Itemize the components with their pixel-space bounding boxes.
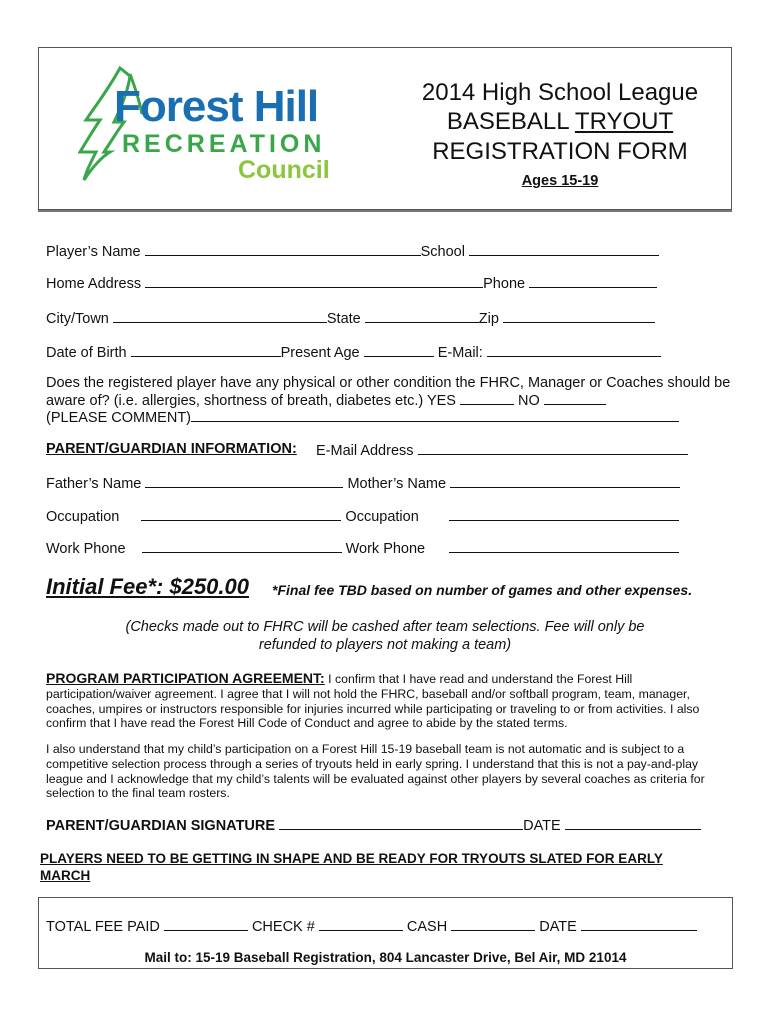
state-field[interactable]: [365, 309, 479, 323]
school-field[interactable]: [469, 242, 659, 256]
logo-council: Council: [238, 156, 330, 184]
mother-occupation-field[interactable]: [449, 507, 679, 521]
parent-info-heading: PARENT/GUARDIAN INFORMATION:: [46, 441, 297, 457]
row-signature: [46, 816, 701, 834]
row-parent-email: [316, 441, 688, 459]
total-fee-paid-field[interactable]: [164, 917, 248, 931]
players-name-label: Player’s Name: [46, 244, 141, 260]
present-age-field[interactable]: [364, 343, 434, 357]
check-number-field[interactable]: [319, 917, 403, 931]
logo-recreation: RECREATION: [122, 130, 326, 158]
row-occupation: [46, 507, 679, 525]
total-fee-paid-label: TOTAL FEE PAID: [46, 919, 160, 935]
row-player-name: [46, 242, 659, 260]
mother-work-phone-field[interactable]: [449, 539, 679, 553]
fathers-name-label: Father’s Name: [46, 476, 142, 492]
row-city: [46, 309, 655, 327]
ages-label: Ages 15-19: [521, 173, 599, 189]
condition-yes-label: aware of? (i.e. allergies, shortness of breath, diabetes etc.) YES: [46, 393, 456, 409]
condition-no-label: NO: [518, 393, 540, 409]
row-work-phone: [46, 539, 679, 557]
father-work-phone-field[interactable]: [142, 539, 342, 553]
mothers-name-field[interactable]: [450, 474, 680, 488]
father-occupation-label: Occupation: [46, 509, 120, 525]
condition-line3: [46, 408, 679, 426]
phone-field[interactable]: [529, 274, 657, 288]
city-town-field[interactable]: [113, 309, 327, 323]
tryout-notice: PLAYERS NEED TO BE GETTING IN SHAPE AND BE READY FOR TRYOUTS SLATED FOR EARLY MARCH: [40, 851, 663, 883]
title-baseball: BASEBALL: [446, 108, 575, 135]
state-label: State: [326, 311, 361, 327]
parent-email-label: E-Mail Address: [316, 443, 414, 459]
school-label: School: [420, 244, 465, 260]
players-name-field[interactable]: [145, 242, 421, 256]
parent-email-field[interactable]: [418, 441, 688, 455]
title-tryout: TRYOUT: [574, 108, 674, 135]
title-line3: REGISTRATION FORM: [432, 138, 688, 165]
title-line1: 2014 High School League: [421, 79, 699, 106]
checks-note-line2: refunded to players not making a team): [258, 637, 512, 653]
agreement-text-1: I confirm that I have read and understand the Forest Hill participation/waiver agreement. I agree that I will not hold the FHRC, baseball and/or softball program, team, manager, coaches, umpires or instructors responsible for injuries incurred while participating or traveling to or from activities. I also confirm that I have read the Forest Hill Code of Conduct and agree to abide by the stated terms.: [46, 672, 700, 731]
please-comment-label: (PLEASE COMMENT): [46, 410, 192, 426]
cash-field[interactable]: [451, 917, 535, 931]
condition-line1: Does the registered player have any physical or other condition the FHRC, Manager or Coaches should be: [46, 375, 731, 391]
signature-label: PARENT/GUARDIAN SIGNATURE: [46, 818, 276, 834]
mother-occupation-label: Occupation: [345, 509, 419, 525]
row-home-address: [46, 274, 657, 292]
signature-date-field[interactable]: [565, 816, 701, 830]
comment-field[interactable]: [191, 408, 679, 422]
checks-note-line1: (Checks made out to FHRC will be cashed after team selections. Fee will only be: [125, 619, 645, 635]
row-parent-names: [46, 474, 680, 492]
dob-field[interactable]: [131, 343, 281, 357]
city-town-label: City/Town: [46, 311, 109, 327]
row-office-fees: [46, 917, 697, 935]
zip-label: Zip: [478, 311, 499, 327]
office-date-label: DATE: [539, 919, 577, 935]
signature-date-label: DATE: [523, 818, 561, 834]
condition-line2: [46, 391, 606, 409]
office-date-field[interactable]: [581, 917, 697, 931]
fathers-name-field[interactable]: [145, 474, 343, 488]
yes-field[interactable]: [460, 391, 514, 405]
agreement-paragraph-2: I also understand that my child’s participation on a Forest Hill 15-19 baseball team is not automatic and is subject to a competitive selection process through a series of tryouts held in early spring. I understand that this is not a pay-and-play league and I acknowledge that my child’s talents will be evaluated against other players by several coaches as criteria for selection to the final team rosters.: [46, 742, 705, 801]
mothers-name-label: Mother’s Name: [347, 476, 447, 492]
agreement-heading: PROGRAM PARTICIPATION AGREEMENT:: [46, 670, 325, 686]
zip-field[interactable]: [503, 309, 655, 323]
father-occupation-field[interactable]: [141, 507, 341, 521]
home-address-field[interactable]: [145, 274, 483, 288]
cash-label: CASH: [406, 919, 448, 935]
row-parent-heading: [46, 441, 297, 457]
check-number-label: CHECK #: [251, 919, 315, 935]
mother-work-phone-label: Work Phone: [345, 541, 426, 557]
final-fee-note: *Final fee TBD based on number of games and other expenses.: [272, 582, 693, 598]
row-dob: [46, 343, 661, 361]
initial-fee: Initial Fee*: $250.00: [46, 574, 249, 599]
forest-hill-logo: [78, 60, 358, 190]
signature-field[interactable]: [279, 816, 523, 830]
no-field[interactable]: [544, 391, 606, 405]
present-age-label: Present Age: [280, 345, 360, 361]
mail-to-address: Mail to: 15-19 Baseball Registration, 804 Lancaster Drive, Bel Air, MD 21014: [144, 950, 627, 965]
phone-label: Phone: [483, 276, 526, 292]
dob-label: Date of Birth: [46, 345, 127, 361]
email-field[interactable]: [487, 343, 661, 357]
title-line2: [380, 107, 740, 136]
home-address-label: Home Address: [46, 276, 142, 292]
logo-forest-hill: Forest Hill: [114, 82, 319, 131]
father-work-phone-label: Work Phone: [46, 541, 126, 557]
agreement-paragraph-1: [46, 671, 730, 731]
email-label: E-Mail:: [437, 345, 483, 361]
